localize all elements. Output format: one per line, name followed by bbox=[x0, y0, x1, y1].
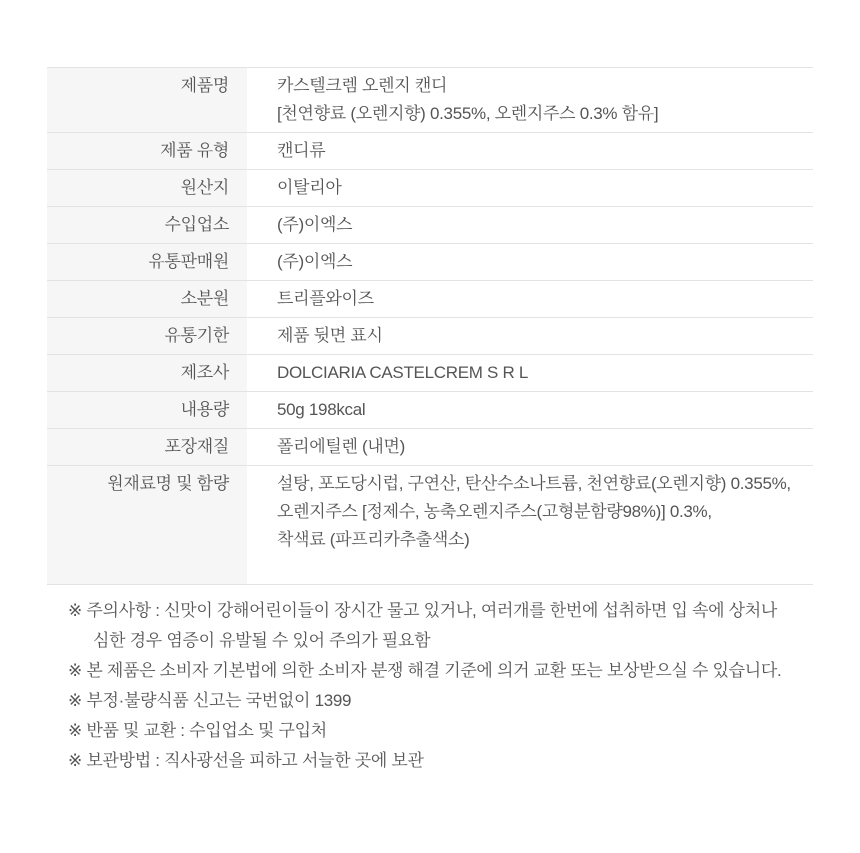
row-value-line: 트리플와이즈 bbox=[277, 289, 374, 308]
notice-line: ※ 주의사항 : 신맛이 강해어린이들이 장시간 물고 있거나, 여러개를 한번에 섭취하면 입 속에 상처나 bbox=[68, 601, 778, 620]
table-row bbox=[47, 170, 813, 207]
row-value bbox=[247, 392, 813, 428]
row-value-line: 캔디류 bbox=[277, 141, 326, 160]
row-value-line: 이탈리아 bbox=[277, 178, 342, 197]
row-value-line: 착색료 (파프리카추출색소) bbox=[277, 530, 470, 549]
row-label: 포장재질 bbox=[47, 429, 247, 465]
table-row bbox=[47, 281, 813, 318]
row-value bbox=[247, 207, 813, 243]
row-label: 수입업소 bbox=[47, 207, 247, 243]
row-value-line: 50g 198kcal bbox=[277, 400, 366, 419]
table-row bbox=[47, 392, 813, 429]
table-row bbox=[47, 318, 813, 355]
row-value bbox=[247, 318, 813, 354]
row-value bbox=[247, 68, 813, 132]
row-value bbox=[247, 466, 813, 584]
table-row bbox=[47, 68, 813, 133]
table-row bbox=[47, 466, 813, 585]
notice-item bbox=[68, 746, 832, 776]
notice-item bbox=[68, 656, 832, 686]
notice-line: ※ 부정·불량식품 신고는 국번없이 1399 bbox=[68, 691, 352, 710]
row-label: 원재료명 및 함량 bbox=[47, 466, 247, 584]
row-value-line: [천연향료 (오렌지향) 0.355%, 오렌지주스 0.3% 함유] bbox=[277, 104, 659, 123]
row-value bbox=[247, 133, 813, 169]
notice-item bbox=[68, 596, 832, 656]
row-value bbox=[247, 355, 813, 391]
row-value-line: 제품 뒷면 표시 bbox=[277, 326, 383, 345]
row-label: 원산지 bbox=[47, 170, 247, 206]
notice-item bbox=[68, 686, 832, 716]
notice-item bbox=[68, 716, 832, 746]
row-value-line: DOLCIARIA CASTELCREM S R L bbox=[277, 363, 529, 382]
row-label: 유통판매원 bbox=[47, 244, 247, 280]
row-label: 소분원 bbox=[47, 281, 247, 317]
row-value bbox=[247, 170, 813, 206]
row-value-line: (주)이엑스 bbox=[277, 252, 353, 271]
row-label: 제품 유형 bbox=[47, 133, 247, 169]
notice-line: ※ 보관방법 : 직사광선을 피하고 서늘한 곳에 보관 bbox=[68, 751, 424, 770]
row-label: 내용량 bbox=[47, 392, 247, 428]
table-row bbox=[47, 244, 813, 281]
row-value-line: 폴리에틸렌 (내면) bbox=[277, 437, 405, 456]
row-label: 제조사 bbox=[47, 355, 247, 391]
notice-line: 심한 경우 염증이 유발될 수 있어 주의가 필요함 bbox=[93, 631, 431, 650]
notice-list bbox=[68, 596, 832, 776]
table-row bbox=[47, 429, 813, 466]
row-label: 유통기한 bbox=[47, 318, 247, 354]
row-value-line: (주)이엑스 bbox=[277, 215, 353, 234]
row-value bbox=[247, 244, 813, 280]
row-value bbox=[247, 429, 813, 465]
notice-line: ※ 반품 및 교환 : 수입업소 및 구입처 bbox=[68, 721, 327, 740]
table-row bbox=[47, 207, 813, 244]
notice-line: ※ 본 제품은 소비자 기본법에 의한 소비자 분쟁 해결 기준에 의거 교환 또는 보상받으실 수 있습니다. bbox=[68, 661, 782, 680]
product-spec-table bbox=[47, 67, 813, 585]
row-label: 제품명 bbox=[47, 68, 247, 132]
row-value-line: 설탕, 포도당시럽, 구연산, 탄산수소나트륨, 천연향료(오렌지향) 0.355%, bbox=[277, 474, 791, 493]
row-value-line: 카스텔크렘 오렌지 캔디 bbox=[277, 76, 448, 95]
row-value-line: 오렌지주스 [정제수, 농축오렌지주스(고형분함량98%)] 0.3%, bbox=[277, 502, 712, 521]
table-row bbox=[47, 355, 813, 392]
row-value bbox=[247, 281, 813, 317]
table-row bbox=[47, 133, 813, 170]
